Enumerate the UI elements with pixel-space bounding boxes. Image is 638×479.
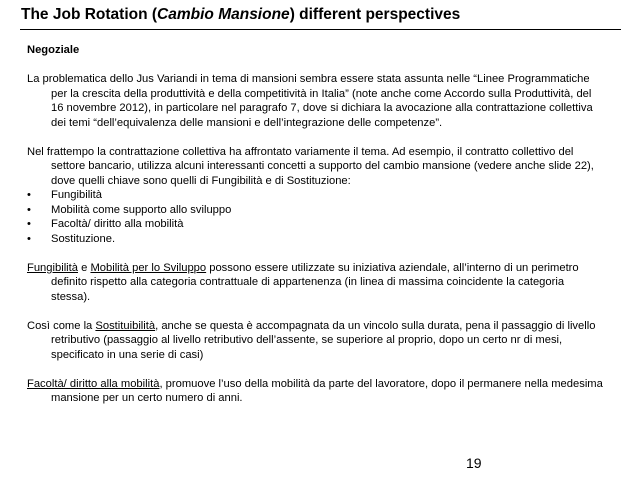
title-divider [20,29,621,30]
bullet-icon: • [27,232,31,245]
paragraph-text: , anche se questa è accompagnata da un vincolo sulla durata, pena il passaggio di livello retributivo (passaggio al livello retributivo dell’assente, se superiore al proprio, dopo un certo nr di mesi, specificato in una serie di casi) [51,319,596,361]
paragraph-fungibilita [27,261,605,305]
section-heading: Negoziale [27,44,80,56]
bullet-list [27,188,605,246]
bullet-item [27,203,605,218]
paragraph-sostituibilita [27,319,605,363]
paragraph-text: , promuove l’uso della mobilità da parte del lavoratore, dopo il permanere nella medesima mansione per un certo numero di anni. [51,377,603,404]
term-sostituibilita: Sostituibilità [95,319,156,332]
bullet-icon: • [27,203,31,216]
paragraph-jus-variandi: La problematica dello Jus Variandi in tema di mansioni sembra essere stata assunta nelle “Linee Programmatiche per la crescita della produttività e della competitività in Italia” (note anche come Accordo sulla Produttività, del 16 novembre 2012), in particolare nel paragrafo 7, dove si dichiara la avocazione alla contrattazione collettiva dei temi “dell’equivalenza delle mansioni e dell’integrazione delle competenze”. [27,73,593,129]
bullet-text: Sostituzione. [51,232,116,245]
bullet-item [27,188,605,203]
title-italic: Cambio Mansione [157,6,290,23]
term-fungibilita: Fungibilità [27,261,78,274]
bullet-icon: • [27,189,31,201]
slide-body [27,38,605,406]
term-facolta-mobilita: Facoltà/ diritto alla mobilità [27,377,160,390]
paragraph-text: possono essere utilizzate su iniziativa aziendale, all’interno di un perimetro definito rispetto alla categoria contrattuale di appartenenza (in linea di massima coincidente la categoria stessa). [51,261,579,303]
title-prefix: The Job Rotation ( [21,6,158,23]
slide-title [21,6,460,24]
bullet-icon: • [27,218,31,230]
bullet-item [27,232,605,247]
bullet-text: Fungibilità [51,189,102,201]
paragraph-facolta [27,377,605,406]
term-mobilita-sviluppo: Mobilità per lo Sviluppo [90,261,207,274]
paragraph-connector: e [78,261,91,274]
bullet-text: Mobilità come supporto allo sviluppo [51,203,232,216]
paragraph-contrattazione: Nel frattempo la contrattazione collettiva ha affrontato variamente il tema. Ad esempio, il contratto collettivo del settore bancario, utilizza alcuni interessanti concetti a supporto del cambio mansione (vedere anche slide 22), dove quelli chiave sono quelli di Fungibilità e di Sostituzione: [27,145,594,187]
bullet-item [27,217,605,232]
paragraph-lead: Così come la [27,319,96,332]
bullet-text: Facoltà/ diritto alla mobilità [51,218,184,230]
title-suffix: ) different perspectives [289,6,461,23]
page-number: 19 [466,455,482,471]
